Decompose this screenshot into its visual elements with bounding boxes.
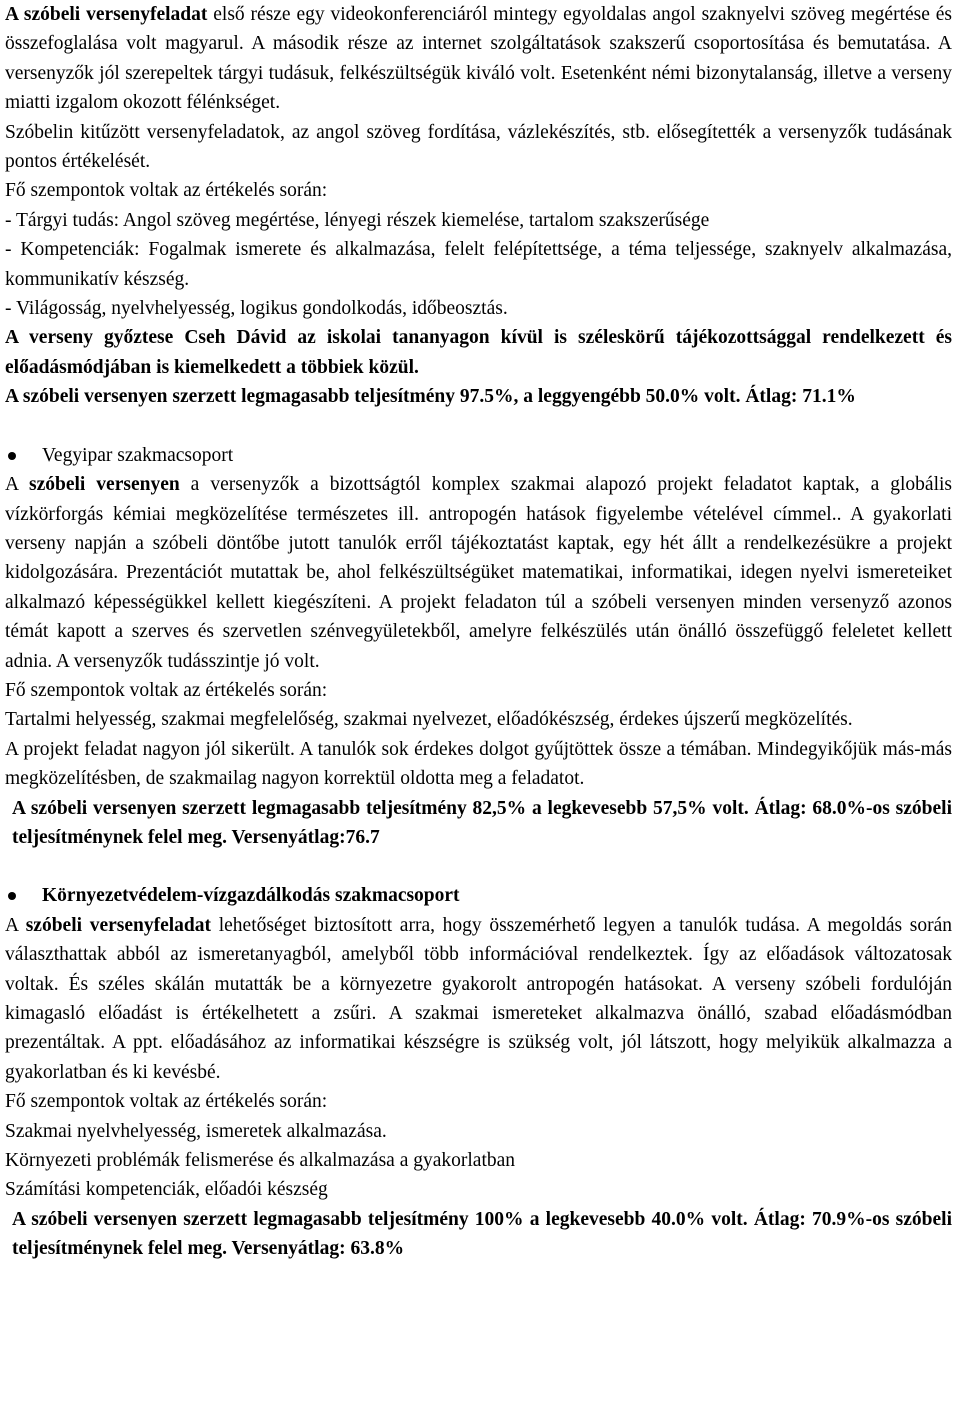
criteria-item: - Tárgyi tudás: Angol szöveg megértése, lényegi részek kiemelése, tartalom szakszerűsége — [5, 209, 710, 231]
criteria-text: Tartalmi helyesség, szakmai megfelelőség, szakmai nyelvezet, előadókészség, érdekes újszerű megközelítés. — [5, 709, 853, 731]
criteria-item: Számítási kompetenciák, előadói készség — [5, 1179, 328, 1201]
spacer — [5, 412, 952, 441]
bold-phrase: szóbeli versenyen — [28, 474, 180, 496]
criteria-item: Környezeti problémák felismerése és alkalmazása a gyakorlatban — [5, 1150, 516, 1172]
bold-phrase: A szóbeli versenyfeladat — [5, 4, 208, 25]
paragraph-tasks: Szóbelin kitűzött versenyfeladatok, az angol szöveg fordítása, vázlekészítés, stb. elősegítették a versenyzők tudásának pontos értékelését. — [5, 121, 952, 173]
criteria-title: Fő szempontok voltak az értékelés során: — [5, 180, 328, 202]
section-heading-text: Környezetvédelem-vízgazdálkodás szakmacsoport — [42, 885, 460, 907]
paragraph-text: első része egy videokonferenciáról mintegy egyoldalas angol szaknyelvi szöveg megértése és összefoglalása volt magyarul. A második része az internet szolgáltatások szakszerű csoportosítása és bemutatása. A versenyzők jól szerepeltek tárgyi tudásuk, felkészültségük kiváló volt. Esetenként némi bizonytalanság, illetve a verseny miatti izgalom okozott félénkséget. — [5, 4, 953, 114]
paragraph-vegyipar — [5, 470, 952, 676]
criteria-item: - Világosság, nyelvhelyesség, logikus gondolkodás, időbeosztás. — [5, 298, 508, 320]
spacer — [5, 852, 952, 881]
result-summary: A szóbeli versenyen szerzett legmagasabb teljesítmény 82,5% a legkevesebb 57,5% volt. Átlag: 68.0%-os szóbeli teljesítménynek felel meg. Versenyátlag:76.7 — [12, 797, 952, 848]
paragraph-kornyezetvedelem — [5, 911, 952, 1087]
winner-statement: A verseny győztese Cseh Dávid az iskolai tananyagon kívül is széleskörű tájékozottsággal rendelkezett és előadásmódjában is kiemelkedett a többiek közül. — [5, 327, 952, 378]
bullet-icon — [8, 892, 16, 900]
result-summary: A szóbeli versenyen szerzett legmagasabb teljesítmény 100% a legkevesebb 40.0% volt. Átlag: 70.9%-os szóbeli teljesítménynek felel meg. Versenyátlag: 63.8% — [12, 1208, 952, 1260]
paragraph-text: A — [5, 914, 26, 936]
paragraph-text: A — [5, 474, 29, 496]
paragraph-project: A projekt feladat nagyon jól sikerült. A tanulók sok érdekes dolgot gyűjtöttek össze a témában. Mindegyikőjük más-más megközelítésben, de szakmailag nagyon korrektül oldotta meg a feladatot. — [5, 738, 952, 790]
paragraph-intro — [5, 0, 952, 118]
paragraph-text: lehetőséget biztosított arra, hogy összemérhető legyen a tanulók tudása. A megoldás során választhattak abból az ismeretanyagból, amelyből több információval rendelkeztek. Így az előadások változatosak voltak. És széles skálán mutatták be a környezetre gyakorolt antropogén hatásokat. A verseny szóbeli fordulóján kimagasló előadást is értékelhetett a zsűri. A szakmai ismereteket alkalmazva önálló, szabad előadásmódban prezentáltak. A ppt. előadásához az informatikai készségre is szükség volt, jól látszott, hogy melyikük alkalmazza a gyakorlatban és ki kevésbé. — [5, 914, 952, 1083]
bullet-icon — [8, 452, 16, 460]
section-heading-kornyezetvedelem — [5, 881, 952, 910]
criteria-title: Fő szempontok voltak az értékelés során: — [5, 1091, 328, 1113]
section-heading-text: Vegyipar szakmacsoport — [42, 444, 234, 466]
criteria-item: Szakmai nyelvhelyesség, ismeretek alkalmazása. — [5, 1120, 387, 1142]
result-summary: A szóbeli versenyen szerzett legmagasabb teljesítmény 97.5%, a leggyengébb 50.0% volt. Átlag: 71.1% — [5, 386, 856, 408]
paragraph-text: a versenyzők a bizottságtól komplex szakmai alapozó projekt feladatot kaptak, a globális vízkörforgás kémiai megközelítése természetes ill. antropogén hatások figyelembe vételével címmel.. A gyakorlati verseny napján a szóbeli döntőbe jutott tanulók erről tájékoztatást kaptak, egy hét állt a rendelkezésükre a projekt kidolgozására. Prezentációt mutattak be, ahol felkészültségüket matematikai, informatikai, idegen nyelvi ismereteiket alkalmazó képességükkel kellett kiegészíteni. A projekt feladaton túl a szóbeli versenyen minden versenyző azonos témát kapott a szerves és szervetlen szénvegyületekből, amelyre felkészülés után önálló összefüggő feleletet kellett adnia. A versenyzők tudásszintje jó volt. — [5, 474, 952, 672]
bold-phrase: szóbeli versenyfeladat — [25, 914, 212, 936]
criteria-title: Fő szempontok voltak az értékelés során: — [5, 679, 328, 701]
section-heading-vegyipar — [5, 441, 952, 470]
criteria-item: - Kompetenciák: Fogalmak ismerete és alkalmazása, felelt felépítettsége, a téma teljessége, szaknyelv alkalmazása, kommunikatív készség. — [5, 239, 952, 290]
